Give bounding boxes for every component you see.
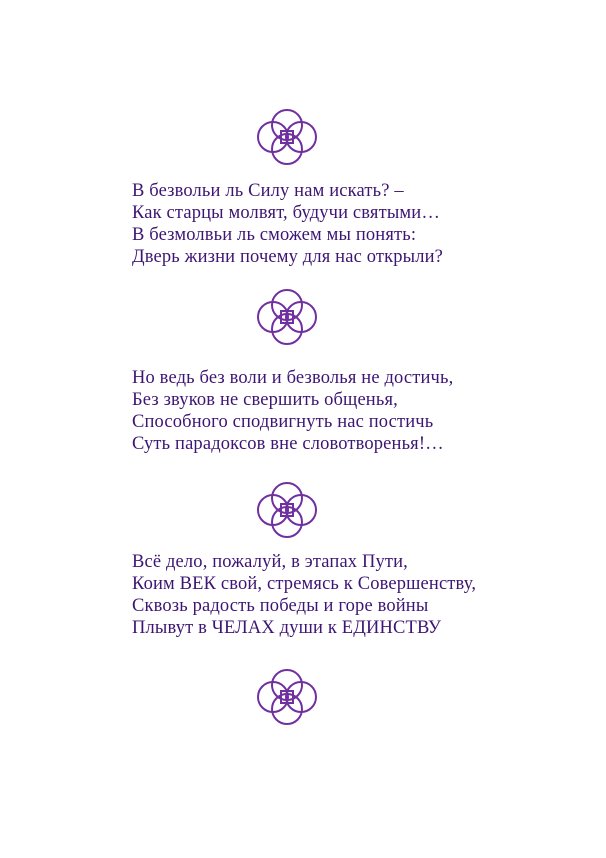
stanza-line: В безмолвьи ль сможем мы понять: xyxy=(132,225,417,245)
stanza-line: В безвольи ль Силу нам искать? – xyxy=(132,181,404,201)
stanza-line: Без звуков не свершить общенья, xyxy=(132,390,398,410)
stanza-line: Но ведь без воли и безволья не достичь, xyxy=(132,368,454,388)
stanza-line: Как старцы молвят, будучи святыми… xyxy=(132,203,440,223)
stanza-line: Способного сподвигнуть нас постичь xyxy=(132,412,434,432)
stanza-line: Дверь жизни почему для нас открыли? xyxy=(132,247,444,267)
flower-ornament-icon xyxy=(254,288,320,346)
stanza-2 xyxy=(132,367,453,455)
stanza-line: Суть парадоксов вне словотворенья!… xyxy=(132,434,444,454)
flower-ornament-icon xyxy=(254,481,320,539)
stanza-line: Сквозь радость победы и горе войны xyxy=(132,596,429,616)
stanza-line: Плывут в ЧЕЛАХ души к ЕДИНСТВУ xyxy=(132,618,442,638)
flower-ornament-icon xyxy=(254,108,320,166)
stanza-3 xyxy=(132,551,476,639)
stanza-line: Всё дело, пожалуй, в этапах Пути, xyxy=(132,552,408,572)
stanza-1 xyxy=(132,180,443,268)
stanza-line: Коим ВЕК свой, стремясь к Совершенству, xyxy=(132,574,477,594)
flower-ornament-icon xyxy=(254,668,320,726)
